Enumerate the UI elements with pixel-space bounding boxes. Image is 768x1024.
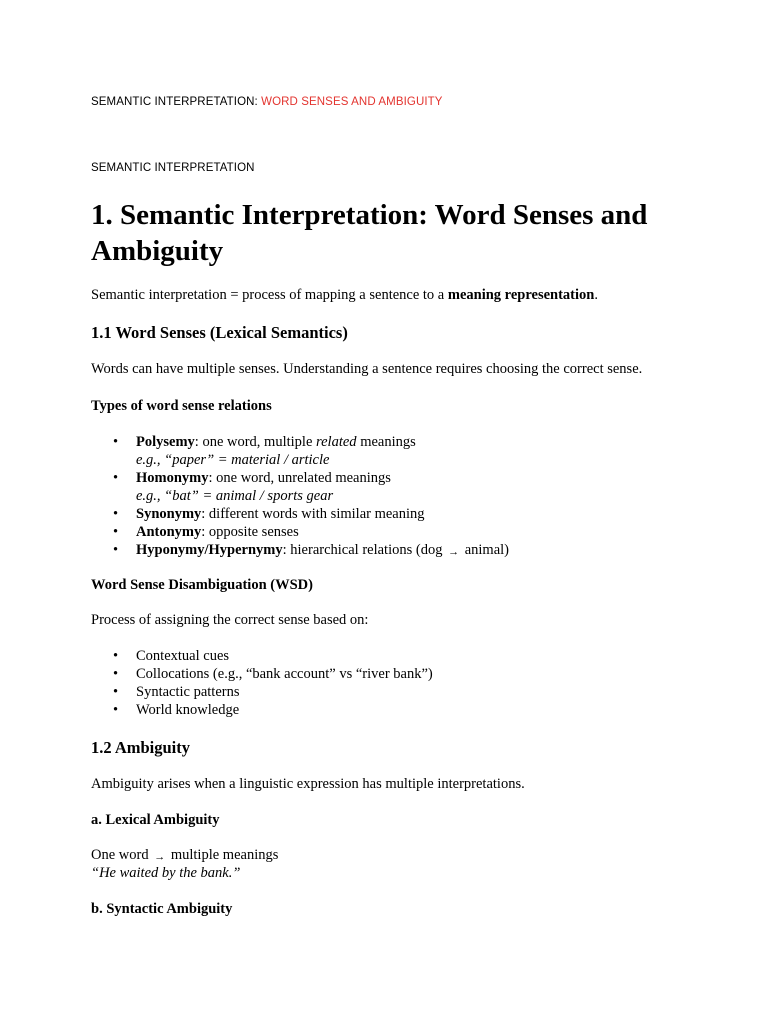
intro-text: Semantic interpretation = process of mapping a sentence to a [91, 287, 448, 303]
breadcrumb [91, 96, 443, 108]
relation-desc: : one word, unrelated meanings [208, 470, 391, 486]
relation-term: Homonymy [136, 470, 209, 486]
relation-desc: : hierarchical relations (dog [282, 542, 447, 558]
lexical-example: “He waited by the bank.” [91, 865, 241, 881]
wsd-list [91, 647, 433, 719]
arrow-icon: → [448, 546, 460, 558]
intro-end: . [594, 287, 598, 303]
relations-heading: Types of word sense relations [91, 398, 272, 414]
list-item [91, 523, 509, 541]
list-item: • Syntactic patterns [91, 683, 433, 701]
relation-desc: : opposite senses [201, 524, 299, 540]
lexical-pre: One word [91, 847, 153, 863]
lexical-ambiguity-line [91, 847, 278, 864]
lexical-ambiguity-heading: a. Lexical Ambiguity [91, 812, 220, 828]
wsd-heading: Word Sense Disambiguation (WSD) [91, 577, 313, 593]
relation-example: e.g., “bat” = animal / sports gear [136, 488, 334, 504]
breadcrumb-current-link[interactable]: WORD SENSES AND AMBIGUITY [261, 96, 443, 108]
section-heading-1-1: 1.1 Word Senses (Lexical Semantics) [91, 323, 348, 342]
section-1-1-paragraph: Words can have multiple senses. Understanding a sentence requires choosing the correct sense. [91, 361, 643, 377]
relation-term: Antonymy [136, 524, 202, 540]
list-item: • Contextual cues [91, 647, 433, 665]
relation-desc-end: animal) [461, 542, 510, 558]
relation-term: Synonymy [136, 506, 202, 522]
intro-bold: meaning representation [447, 287, 595, 303]
lexical-post: multiple meanings [167, 847, 279, 863]
relation-desc: : one word, multiple [194, 434, 317, 450]
intro-paragraph [91, 287, 598, 304]
category-label: SEMANTIC INTERPRETATION [91, 162, 255, 174]
relation-emphasis: related [316, 434, 357, 450]
list-item [91, 505, 509, 523]
relation-desc-end: meanings [356, 434, 416, 450]
list-item: • World knowledge [91, 701, 433, 719]
list-item [91, 541, 509, 560]
list-item [91, 469, 509, 505]
relation-example: e.g., “paper” = material / article [136, 452, 330, 468]
relation-term: Hyponymy/Hypernymy [136, 542, 283, 558]
breadcrumb-prefix: SEMANTIC INTERPRETATION: [91, 96, 258, 108]
wsd-paragraph: Process of assigning the correct sense based on: [91, 612, 369, 628]
relation-term: Polysemy [136, 434, 195, 450]
section-heading-1-2: 1.2 Ambiguity [91, 738, 191, 757]
list-item: • Collocations (e.g., “bank account” vs “river bank”) [91, 665, 433, 683]
relation-desc: : different words with similar meaning [201, 506, 425, 522]
syntactic-ambiguity-heading: b. Syntactic Ambiguity [91, 901, 233, 917]
relations-list [91, 433, 509, 560]
list-item [91, 433, 509, 469]
arrow-icon: → [154, 851, 166, 863]
page-title: 1. Semantic Interpretation: Word Senses and Ambiguity [91, 199, 648, 267]
section-1-2-paragraph: Ambiguity arises when a linguistic expression has multiple interpretations. [91, 776, 525, 792]
